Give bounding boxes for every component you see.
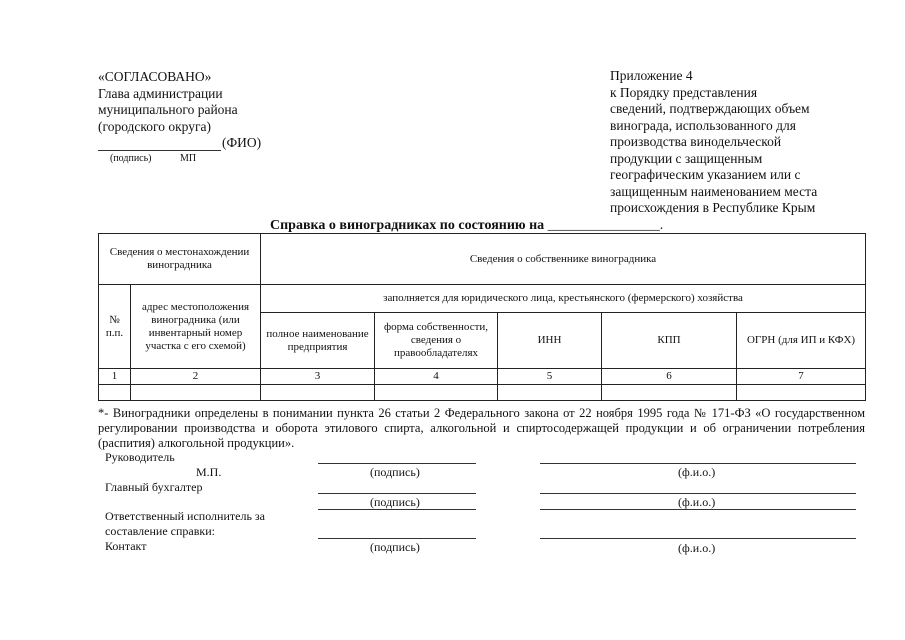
approval-fio: (ФИО) [222,135,262,150]
appendix-line: к Порядку представления [610,84,758,100]
head-signature-line [318,463,476,464]
col-number: 1 [99,369,131,385]
appendix-line: географическим указанием или с [610,167,801,182]
appendix-block [610,68,817,217]
table-cell [131,385,261,401]
header-inn: ИНН [498,313,602,369]
document-title [270,218,663,234]
document-date-blank: ________________. [547,218,664,233]
head-label: Руководитель [105,450,175,464]
appendix-line: защищенным наименованием места [610,183,818,199]
approval-signature-line [98,150,221,151]
table-cell [737,385,866,401]
table-cell [375,385,498,401]
header-ogrn: ОГРН (для ИП и КФХ) [737,313,866,369]
document-title-text: Справка о виноградниках по состоянию на [270,218,545,233]
col-number: 7 [737,369,866,385]
footnote: *- Виноградники определены в понимании пункта 26 статьи 2 Федерального закона от 22 ноября 1995 года № 171-ФЗ «О государственном регулировании производства и оборота этилового спирта, алкогольной и спиртосодержащей продукции и об ограничении потребления (распития) алкогольной продукции». [98,406,865,450]
responsible-label [105,509,265,539]
header-location: Сведения о местонахождении виноградника [99,234,261,285]
head-fio-line [540,463,856,464]
col-number: 5 [498,369,602,385]
responsible-label-1: Ответственный исполнитель за [105,509,265,523]
approval-line-2: Глава администрации [98,85,223,101]
header-ownership-form: форма собственности, сведения о правообладателях [375,313,498,369]
col-number: 3 [261,369,375,385]
approval-podpis-label: (подпись) [110,153,152,164]
accountant-fio: (ф.и.о.) [678,495,716,509]
head-podpis: (подпись) [370,465,420,479]
appendix-line: происхождения в Республике Крым [610,200,816,215]
responsible-podpis: (подпись) [370,540,420,554]
header-fill-note: заполняется для юридического лица, крестьянского (фермерского) хозяйства [261,285,866,313]
approval-line-4: (городского округа) [98,118,212,134]
table-row [99,385,866,401]
table-cell [498,385,602,401]
approval-line-3: муниципального района [98,102,238,117]
header-fullname: полное наименование предприятия [261,313,375,369]
contact-label: Контакт [105,539,147,553]
col-number: 2 [131,369,261,385]
responsible-signature-line [318,538,476,539]
header-address: адрес местоположения виноградника (или инвентарный номер участка с его схемой) [131,285,261,369]
vineyard-table [98,233,866,401]
accountant-fio-underline [540,509,856,510]
table-cell [602,385,737,401]
header-kpp: КПП [602,313,737,369]
table-cell [99,385,131,401]
appendix-line: винограда, использованного для [610,117,796,133]
appendix-line: Приложение 4 [610,68,693,83]
appendix-line: производства винодельческой [610,134,782,149]
col-number: 4 [375,369,498,385]
accountant-fio-line [540,493,856,494]
responsible-fio: (ф.и.о.) [678,541,716,555]
approval-block [98,69,238,135]
table-cell [261,385,375,401]
responsible-label-2: составление справки: [105,524,215,538]
accountant-signature-line [318,493,476,494]
approval-mp-label: МП [180,153,197,164]
head-fio: (ф.и.о.) [678,465,716,479]
appendix-line: сведений, подтверждающих объем [610,101,810,116]
col-number: 6 [602,369,737,385]
header-num: № п.п. [99,285,131,369]
approval-title: «СОГЛАСОВАНО» [98,69,212,84]
accountant-podpis: (подпись) [370,495,420,509]
head-mp-label: М.П. [196,465,222,479]
appendix-line: продукции с защищенным [610,150,763,166]
table-number-row [99,369,866,385]
accountant-label: Главный бухгалтер [105,480,203,494]
accountant-signature-underline [318,509,476,510]
header-owner: Сведения о собственнике виноградника [261,234,866,285]
responsible-fio-line [540,538,856,539]
